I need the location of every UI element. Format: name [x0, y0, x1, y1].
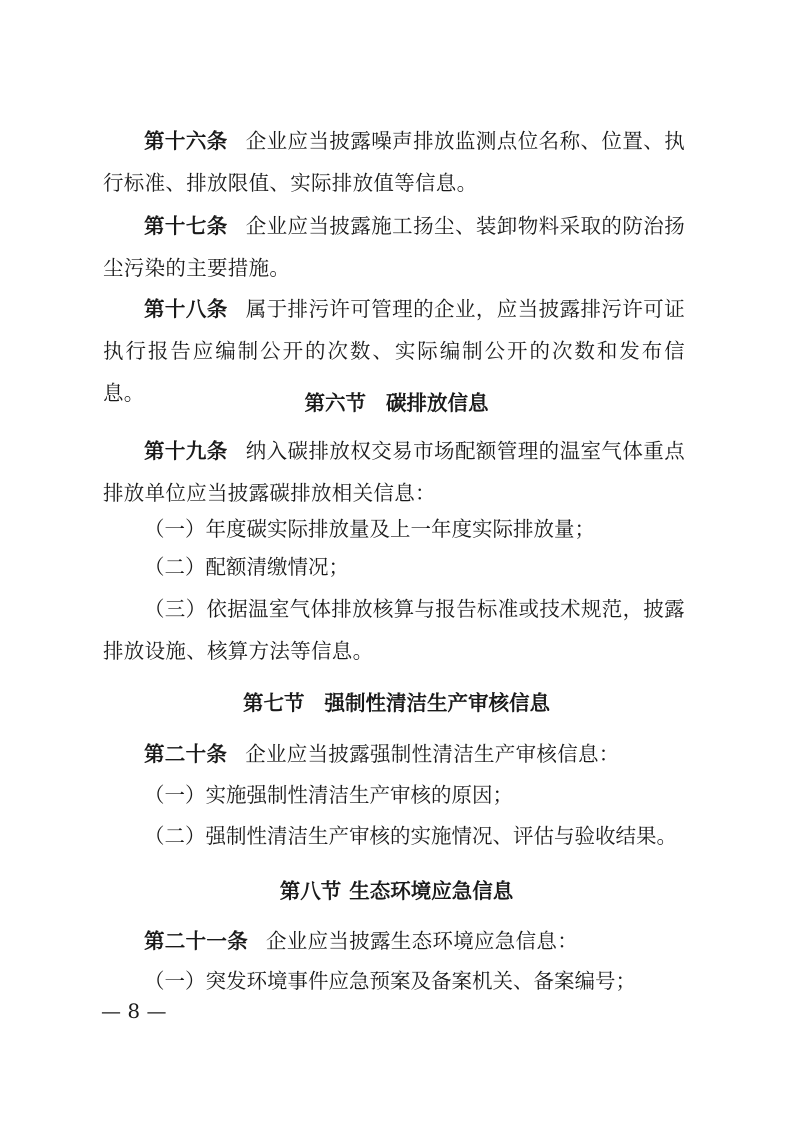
page-number: — 8 — — [101, 999, 167, 1023]
section-6-heading — [0, 388, 793, 418]
article-label: 第二十条 — [144, 742, 228, 766]
article-label: 第十八条 — [144, 297, 228, 321]
article-text: 企业应当披露施工扬尘、装卸物料采取的防治扬尘污染的主要措施。 — [103, 214, 685, 280]
list-item: （二）强制性清洁生产审核的实施情况、评估与验收结果。 — [144, 824, 677, 848]
section-title: 生态环境应急信息 — [349, 879, 514, 903]
article-text: 企业应当披露生态环境应急信息： — [266, 929, 578, 953]
section-8-heading — [0, 876, 793, 906]
section-number: 第六节 — [304, 391, 366, 415]
article-label: 第十六条 — [144, 129, 228, 153]
section-title: 强制性清洁生产审核信息 — [324, 691, 550, 715]
section-7-heading — [0, 688, 793, 718]
list-item: （二）配额清缴情况； — [144, 555, 349, 579]
article-label: 第十九条 — [144, 439, 228, 463]
article-text: 企业应当披露强制性清洁生产审核信息： — [245, 742, 620, 766]
article-17 — [103, 205, 685, 289]
article-text: 纳入碳排放权交易市场配额管理的温室气体重点排放单位应当披露碳排放相关信息： — [103, 439, 685, 505]
list-item: （一）突发环境事件应急预案及备案机关、备案编号； — [144, 969, 636, 993]
article-label: 第十七条 — [144, 214, 228, 238]
article-20 — [103, 733, 685, 775]
article-19 — [103, 430, 685, 514]
article-text: 属于排污许可管理的企业，应当披露排污许可证执行报告应编制公开的次数、实际编制公开的次数和发布信息。 — [103, 297, 685, 405]
list-item: （一）实施强制性清洁生产审核的原因； — [144, 783, 513, 807]
section-number: 第七节 — [243, 691, 305, 715]
list-item: （一）年度碳实际排放量及上一年度实际排放量； — [144, 517, 595, 541]
article-label: 第二十一条 — [144, 929, 248, 953]
section-number: 第八节 — [279, 879, 342, 903]
list-item: （三）依据温室气体排放核算与报告标准或技术规范，披露排放设施、核算方法等信息。 — [103, 597, 685, 663]
article-16 — [103, 120, 685, 204]
article-text: 企业应当披露噪声排放监测点位名称、位置、执行标准、排放限值、实际排放值等信息。 — [103, 129, 685, 195]
section-title: 碳排放信息 — [386, 391, 489, 415]
article-21 — [103, 920, 685, 962]
